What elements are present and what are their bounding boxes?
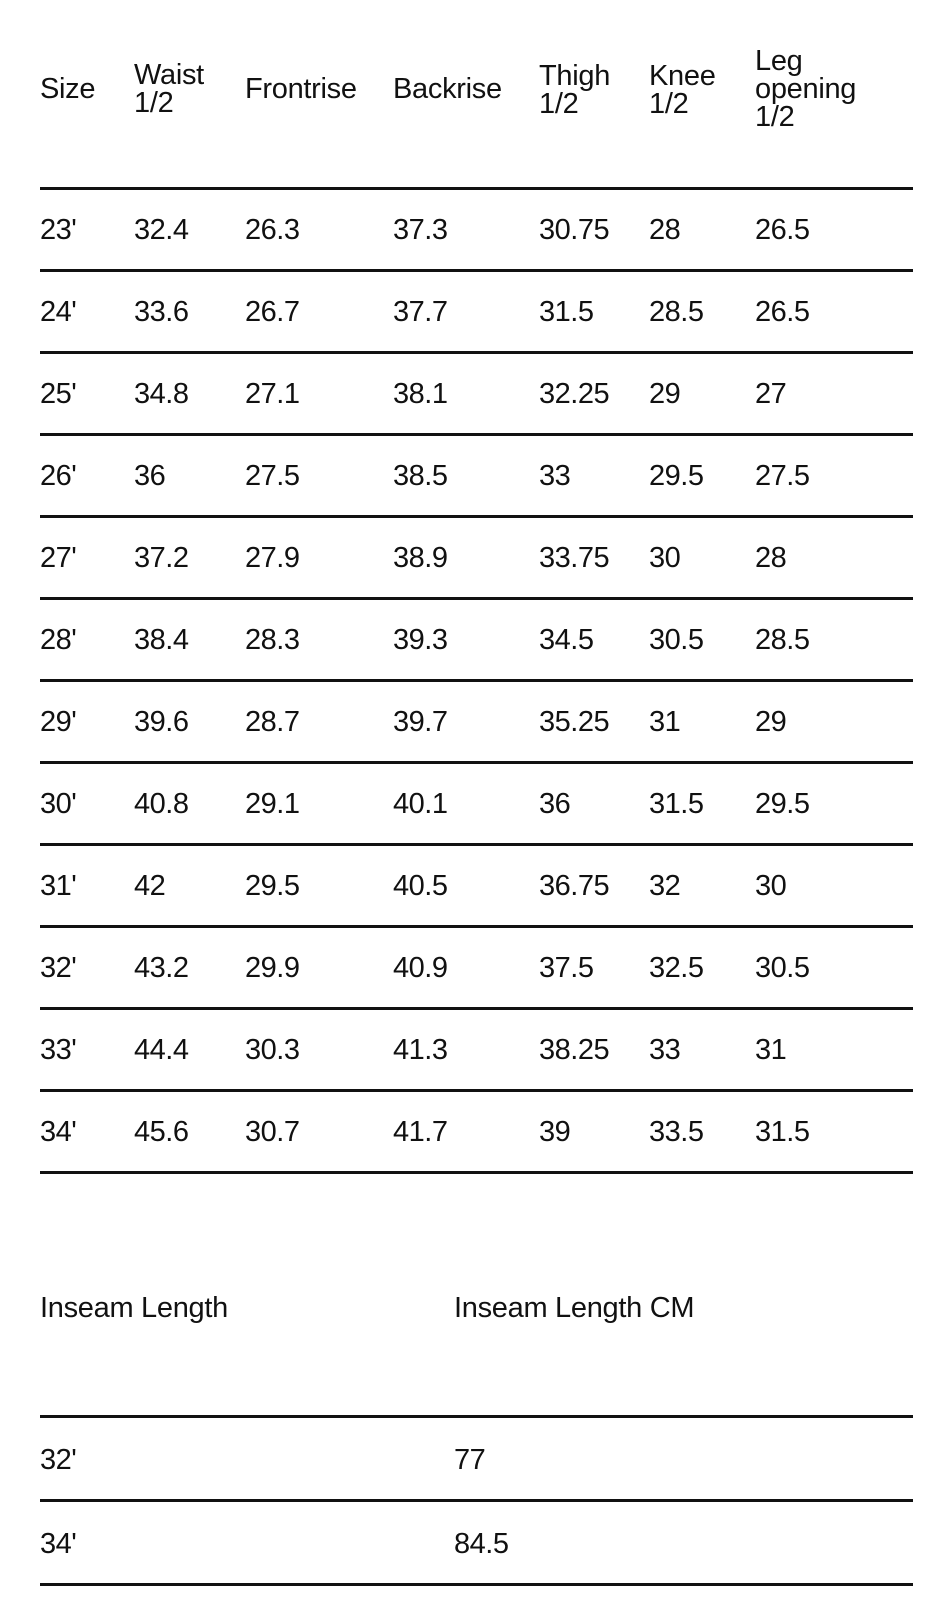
cell-thigh: 38.25	[539, 1034, 610, 1066]
table-row	[40, 1502, 913, 1586]
table-row	[40, 600, 913, 682]
header-frontrise: Frontrise	[245, 73, 357, 105]
header-leg-opening: Leg opening 1/2	[755, 45, 857, 133]
cell-frontrise: 29.5	[245, 870, 300, 902]
cell-knee: 30.5	[649, 624, 704, 656]
cell-thigh: 35.25	[539, 706, 610, 738]
cell-knee: 33	[649, 1034, 681, 1066]
cell-frontrise: 27.9	[245, 542, 300, 574]
cell-knee: 28	[649, 214, 681, 246]
size-table	[40, 0, 913, 1174]
table-row	[40, 682, 913, 764]
table-row	[40, 846, 913, 928]
inseam-table	[40, 1266, 913, 1586]
cell-thigh: 39	[539, 1116, 571, 1148]
cell-size: 25'	[40, 378, 77, 410]
cell-frontrise: 26.3	[245, 214, 300, 246]
cell-size: 33'	[40, 1034, 77, 1066]
cell-frontrise: 29.9	[245, 952, 300, 984]
table-row	[40, 272, 913, 354]
cell-thigh: 37.5	[539, 952, 594, 984]
cell-size: 31'	[40, 870, 77, 902]
cell-backrise: 40.9	[393, 952, 448, 984]
cell-knee: 33.5	[649, 1116, 704, 1148]
cell-waist: 34.8	[134, 378, 189, 410]
cell-thigh: 34.5	[539, 624, 594, 656]
cell-waist: 42	[134, 870, 166, 902]
cell-leg-opening: 27.5	[755, 460, 810, 492]
cell-size: 29'	[40, 706, 77, 738]
table-row	[40, 764, 913, 846]
cell-backrise: 38.9	[393, 542, 448, 574]
cell-knee: 31	[649, 706, 681, 738]
header-inseam-length: Inseam Length	[40, 1292, 228, 1324]
cell-waist: 39.6	[134, 706, 189, 738]
cell-frontrise: 27.5	[245, 460, 300, 492]
cell-backrise: 41.3	[393, 1034, 448, 1066]
header-knee: Knee 1/2	[649, 60, 716, 120]
cell-inseam-length-cm: 84.5	[454, 1528, 509, 1560]
cell-backrise: 40.5	[393, 870, 448, 902]
cell-waist: 40.8	[134, 788, 189, 820]
cell-leg-opening: 30	[755, 870, 787, 902]
cell-backrise: 37.7	[393, 296, 448, 328]
table-row	[40, 1092, 913, 1174]
cell-size: 27'	[40, 542, 77, 574]
cell-size: 34'	[40, 1116, 77, 1148]
cell-waist: 43.2	[134, 952, 189, 984]
cell-leg-opening: 28.5	[755, 624, 810, 656]
cell-backrise: 37.3	[393, 214, 448, 246]
cell-size: 30'	[40, 788, 77, 820]
table-row	[40, 928, 913, 1010]
cell-leg-opening: 28	[755, 542, 787, 574]
cell-waist: 38.4	[134, 624, 189, 656]
table-row	[40, 354, 913, 436]
cell-leg-opening: 29.5	[755, 788, 810, 820]
cell-inseam-length-cm: 77	[454, 1444, 486, 1476]
cell-size: 26'	[40, 460, 77, 492]
header-size: Size	[40, 73, 96, 105]
cell-thigh: 36.75	[539, 870, 610, 902]
cell-knee: 29	[649, 378, 681, 410]
cell-waist: 45.6	[134, 1116, 189, 1148]
cell-size: 32'	[40, 952, 77, 984]
cell-frontrise: 26.7	[245, 296, 300, 328]
cell-thigh: 33.75	[539, 542, 610, 574]
cell-thigh: 30.75	[539, 214, 610, 246]
cell-inseam-length: 34'	[40, 1528, 77, 1560]
cell-size: 23'	[40, 214, 77, 246]
cell-size: 24'	[40, 296, 77, 328]
cell-knee: 29.5	[649, 460, 704, 492]
cell-backrise: 38.1	[393, 378, 448, 410]
table-row	[40, 436, 913, 518]
cell-leg-opening: 31.5	[755, 1116, 810, 1148]
cell-leg-opening: 27	[755, 378, 787, 410]
cell-knee: 31.5	[649, 788, 704, 820]
cell-leg-opening: 26.5	[755, 296, 810, 328]
header-inseam-length-cm: Inseam Length CM	[454, 1292, 695, 1324]
cell-frontrise: 28.3	[245, 624, 300, 656]
cell-thigh: 33	[539, 460, 571, 492]
cell-size: 28'	[40, 624, 77, 656]
cell-frontrise: 27.1	[245, 378, 300, 410]
cell-leg-opening: 29	[755, 706, 787, 738]
cell-knee: 30	[649, 542, 681, 574]
cell-knee: 28.5	[649, 296, 704, 328]
cell-inseam-length: 32'	[40, 1444, 77, 1476]
cell-frontrise: 30.7	[245, 1116, 300, 1148]
cell-thigh: 31.5	[539, 296, 594, 328]
cell-backrise: 41.7	[393, 1116, 448, 1148]
cell-frontrise: 30.3	[245, 1034, 300, 1066]
cell-backrise: 39.7	[393, 706, 448, 738]
cell-waist: 32.4	[134, 214, 189, 246]
cell-thigh: 36	[539, 788, 571, 820]
cell-waist: 44.4	[134, 1034, 189, 1066]
cell-knee: 32	[649, 870, 681, 902]
cell-backrise: 38.5	[393, 460, 448, 492]
cell-waist: 37.2	[134, 542, 189, 574]
table-row	[40, 190, 913, 272]
cell-waist: 33.6	[134, 296, 189, 328]
cell-leg-opening: 26.5	[755, 214, 810, 246]
table-row	[40, 1418, 913, 1502]
header-waist: Waist 1/2	[134, 59, 204, 119]
table-row	[40, 1010, 913, 1092]
cell-frontrise: 28.7	[245, 706, 300, 738]
cell-waist: 36	[134, 460, 166, 492]
cell-leg-opening: 31	[755, 1034, 787, 1066]
cell-knee: 32.5	[649, 952, 704, 984]
cell-thigh: 32.25	[539, 378, 610, 410]
header-thigh: Thigh 1/2	[539, 60, 611, 120]
cell-leg-opening: 30.5	[755, 952, 810, 984]
cell-frontrise: 29.1	[245, 788, 300, 820]
cell-backrise: 40.1	[393, 788, 448, 820]
table-row	[40, 518, 913, 600]
inseam-table-header	[40, 1266, 913, 1418]
cell-backrise: 39.3	[393, 624, 448, 656]
header-backrise: Backrise	[393, 73, 502, 105]
size-table-header	[40, 0, 913, 190]
